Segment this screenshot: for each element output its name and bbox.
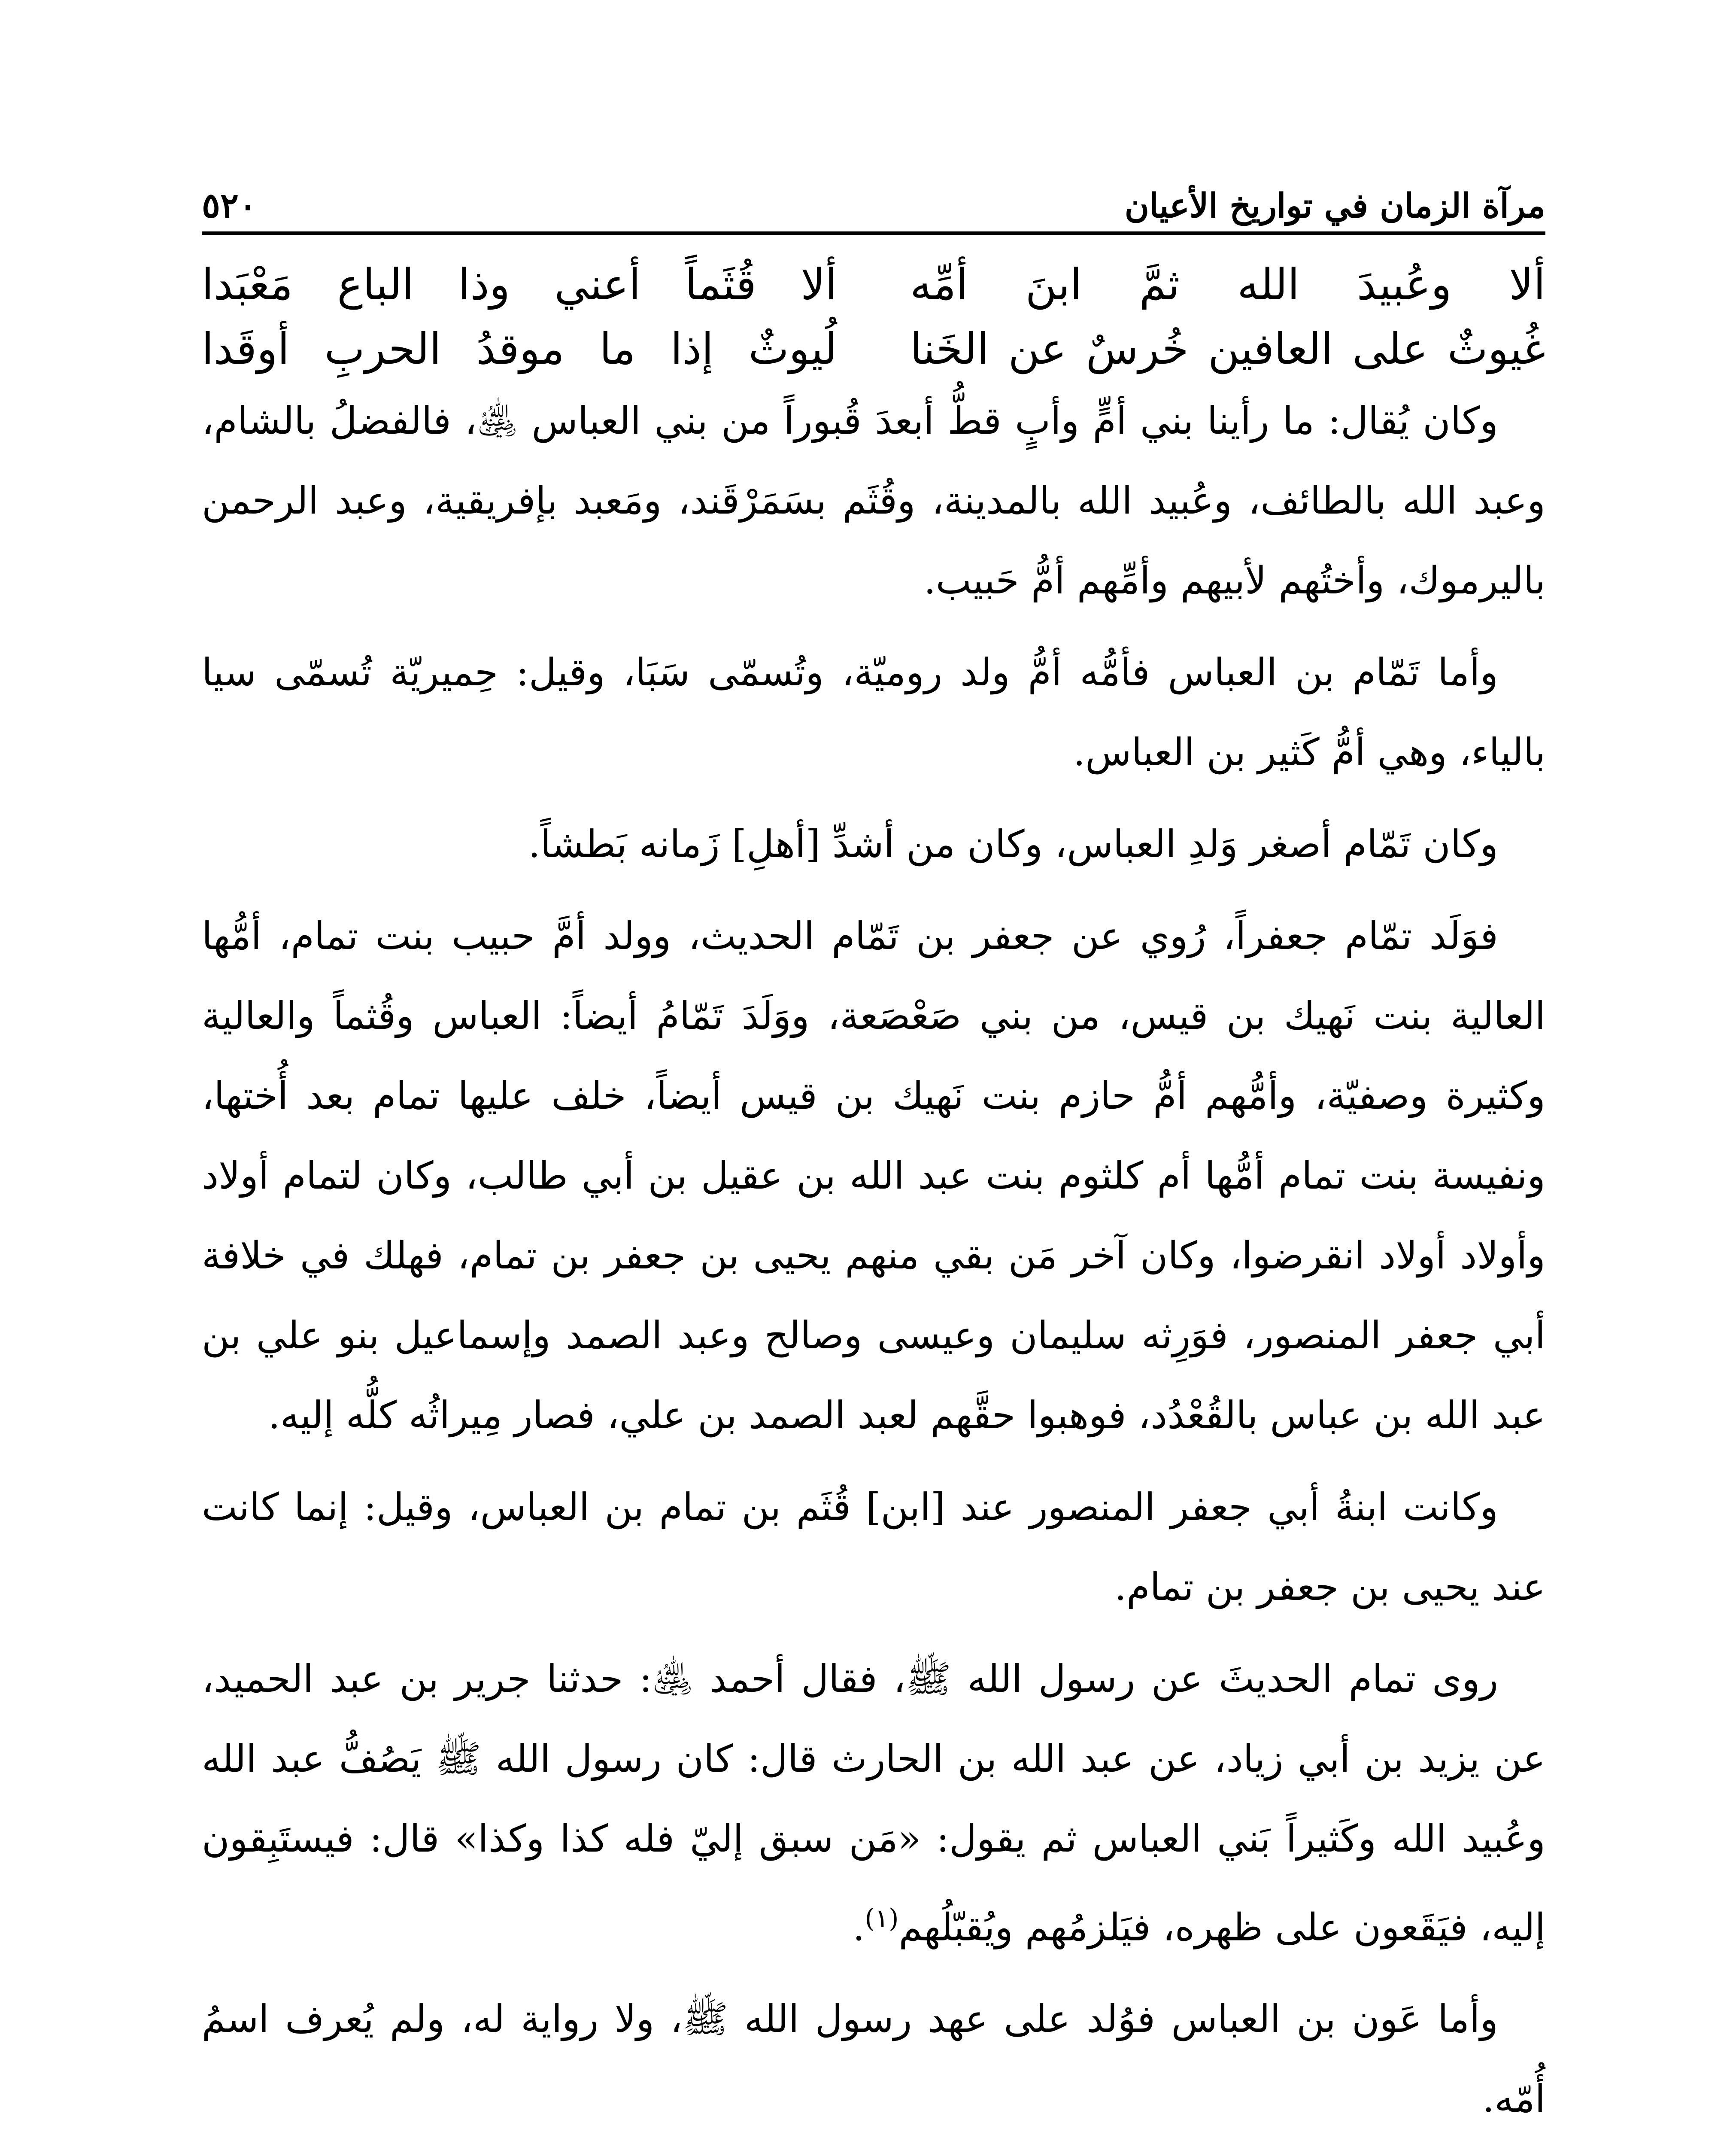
verse-first-hemistich: ألا وعُبيدَ الله ثمَّ ابنَ أمِّه (910, 259, 1545, 310)
paragraph: روى تمام الحديثَ عن رسول الله ﷺ، فقال أحمد ﵁: حدثنا جرير بن عبد الحميد، عن يزيد بن أبي زياد، عن عبد الله بن الحارث قال: كان رسول الله ﷺ يَصُفُّ عبد الله وعُبيد الله وكَثيراً بَني العباس ثم يقول: «مَن سبق إليّ فله كذا وكذا» قال: فيستَبِقون إليه، فيَقَعون على ظهره، فيَلزمُهم ويُقبّلُهم$^{(١)}$. (202, 1657, 1545, 1949)
document-page (202, 170, 1545, 2147)
book-title: مرآة الزمان في تواريخ الأعيان (1124, 186, 1545, 225)
poem-block (202, 252, 1545, 381)
paragraph: وكانت ابنةُ أبي جعفر المنصور عند [ابن] قُثَم بن تمام بن العباس، وقيل: إنما كانت عند يحيى بن جعفر بن تمام. (202, 1485, 1545, 1609)
paragraph: وأما تَمّام بن العباس فأمُّه أمُّ ولد روميّة، وتُسمّى سَبَا، وقيل: حِميريّة تُسمّى سيا بالياء، وهي أمُّ كَثير بن العباس. (202, 650, 1545, 774)
footnote-marker: (١) (865, 1904, 899, 1934)
paragraph: فوَلَد تمّام جعفراً، رُوي عن جعفر بن تَمّام الحديث، وولد أمَّ حبيب بنت تمام، أمُّها العالية بنت نَهيك بن قيس، من بني صَعْصَعة، ووَلَدَ تَمّامُ أيضاً: العباس وقُثماً والعالية وكثيرة وصفيّة، وأمُّهم أمُّ حازم بنت نَهيك بن قيس أيضاً، خلف عليها تمام بعد أُختها، ونفيسة بنت تمام أمُّها أم كلثوم بنت عبد الله بن عقيل بن أبي طالب، وكان لتمام أولاد وأولاد أولاد انقرضوا، وكان آخر مَن بقي منهم يحيى بن جعفر بن تمام، فهلك في خلافة أبي جعفر المنصور، فوَرِثه سليمان وعيسى وصالح وعبد الصمد وإسماعيل بنو علي بن عبد الله بن عباس بالقُعْدُد، فوهبوا حقَّهم لعبد الصمد بن علي، فصار مِيراثُه كلُّه إليه. (202, 914, 1545, 1437)
poem-verse (202, 252, 1545, 316)
paragraph-text: روى تمام الحديثَ عن رسول الله ﷺ، فقال أحمد ﵁: حدثنا جرير بن عبد الحميد، عن يزيد بن أبي زياد، عن عبد الله بن الحارث قال: كان رسول الله ﷺ يَصُفُّ عبد الله وعُبيد الله وكَثيراً بَني العباس ثم يقول: «مَن سبق إليّ فله كذا وكذا» قال: فيستَبِقون إليه، فيَقَعون على ظهره، فيَلزمُهم ويُقبّلُهم (202, 1657, 1545, 1949)
verse-second-hemistich: لُيوثٌ إذا ما موقدُ الحربِ أوقَدا (202, 323, 837, 374)
verse-first-hemistich: غُيوثٌ على العافين خُرسٌ عن الخَنا (910, 323, 1545, 374)
poem-verse (202, 316, 1545, 381)
page-number: ٥٢٠ (202, 185, 257, 225)
paragraph: وأما عَون بن العباس فوُلد على عهد رسول الله ﷺ، ولا رواية له، ولم يُعرف اسمُ أُمّه. (202, 1997, 1545, 2121)
verse-second-hemistich: ألا قُثَماً أعني وذا الباع مَعْبَدا (202, 259, 837, 310)
paragraph: وكان يُقال: ما رأينا بني أمٍّ وأبٍ قطُّ أبعدَ قُبوراً من بني العباس ﵁، فالفضلُ بالشام، وعبد الله بالطائف، وعُبيد الله بالمدينة، وقُثَم بسَمَرْقَند، ومَعبد بإفريقية، وعبد الرحمن باليرموك، وأختُهم لأبيهم وأمِّهم أمُّ حَبيب. (202, 398, 1545, 602)
running-header (202, 170, 1545, 235)
paragraph: وكان تَمّام أصغر وَلدِ العباس، وكان من أشدِّ [أهلِ] زَمانه بَطشاً. (528, 822, 1498, 866)
